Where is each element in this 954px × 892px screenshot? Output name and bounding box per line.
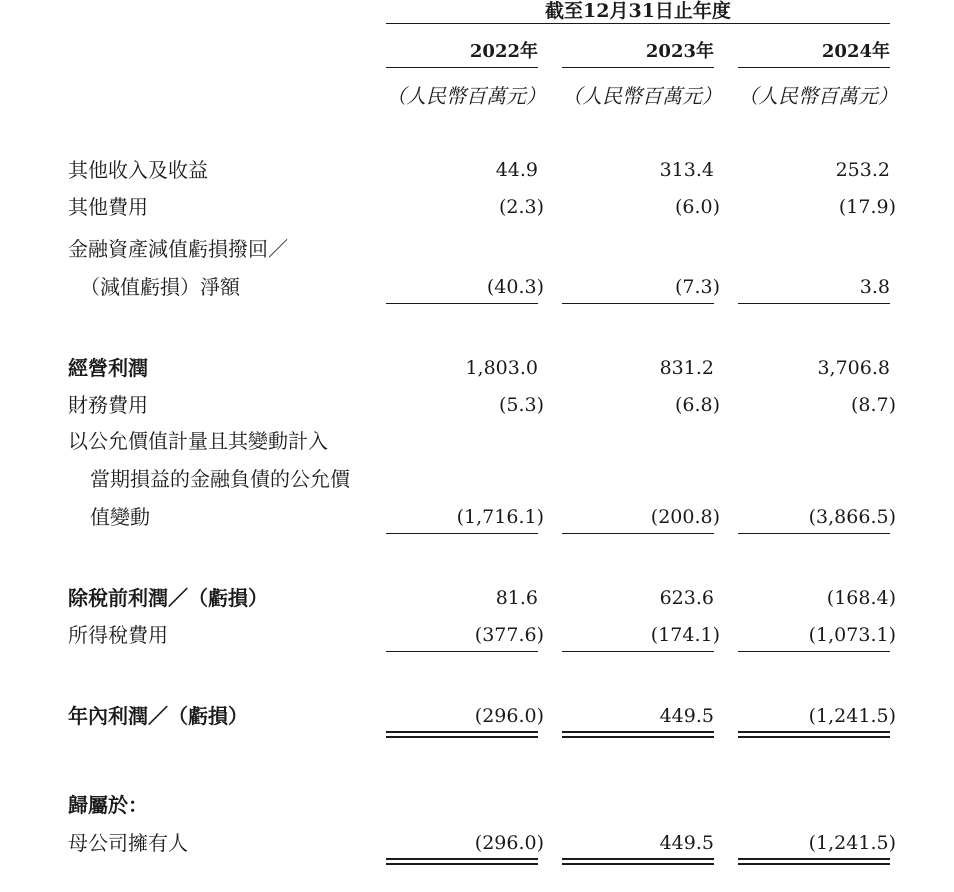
row-label-fair-value-line2: 當期損益的金融負債的公允價 — [90, 467, 350, 491]
cell-impairment-2023: (7.3) — [674, 276, 720, 298]
cell-other-expenses-2024: (17.9) — [838, 196, 896, 218]
row-label-other-income: 其他收入及收益 — [68, 158, 208, 182]
cell-finance-costs-2023: (6.8) — [674, 394, 720, 416]
total-double-rule-2024 — [738, 731, 890, 738]
cell-fair-value-2022: (1,716.1) — [456, 506, 544, 528]
cell-profit-before-tax-2022: 81.6 — [495, 587, 538, 609]
subtotal-rule-2023-b — [562, 533, 714, 534]
row-label-fair-value-line3: 值變動 — [90, 505, 150, 529]
subtotal-rule-2022 — [386, 303, 538, 304]
subtotal-rule-2023 — [562, 303, 714, 304]
final-double-rule-2023 — [562, 858, 714, 865]
cell-profit-for-year-2022: (296.0) — [474, 705, 544, 727]
cell-owners-of-parent-2022: (296.0) — [474, 832, 544, 854]
cell-income-tax-2023: (174.1) — [650, 624, 720, 646]
unit-2024: （人民幣百萬元） — [738, 84, 898, 108]
cell-profit-before-tax-2023: 623.6 — [659, 587, 714, 609]
cell-profit-for-year-2024: (1,241.5) — [808, 705, 896, 727]
row-label-impairment-line1: 金融資產減值虧損撥回／ — [68, 237, 288, 261]
subtotal-rule-2024-c — [738, 651, 890, 652]
subtotal-rule-2024 — [738, 303, 890, 304]
cell-fair-value-2024: (3,866.5) — [808, 506, 896, 528]
cell-income-tax-2022: (377.6) — [474, 624, 544, 646]
year-rule-2023 — [562, 67, 714, 68]
cell-other-income-2024: 253.2 — [835, 159, 890, 181]
cell-owners-of-parent-2024: (1,241.5) — [808, 832, 896, 854]
year-2024-header: 2024年 — [821, 41, 890, 62]
cell-other-expenses-2022: (2.3) — [498, 196, 544, 218]
row-label-other-expenses: 其他費用 — [68, 195, 148, 219]
cell-operating-profit-2022: 1,803.0 — [465, 357, 538, 379]
year-2023-header: 2023年 — [645, 41, 714, 62]
row-label-profit-before-tax: 除稅前利潤／（虧損） — [68, 586, 268, 610]
header-rule — [386, 23, 890, 24]
cell-owners-of-parent-2023: 449.5 — [659, 832, 714, 854]
row-label-profit-for-year: 年內利潤／（虧損） — [68, 704, 248, 728]
row-label-income-tax: 所得稅費用 — [68, 623, 168, 647]
cell-fair-value-2023: (200.8) — [650, 506, 720, 528]
final-double-rule-2024 — [738, 858, 890, 865]
total-double-rule-2022 — [386, 731, 538, 738]
row-label-attributable-to: 歸屬於： — [68, 793, 148, 817]
total-double-rule-2023 — [562, 731, 714, 738]
subtotal-rule-2024-b — [738, 533, 890, 534]
cell-finance-costs-2024: (8.7) — [850, 394, 896, 416]
year-2022-header: 2022年 — [469, 41, 538, 62]
row-label-fair-value-line1: 以公允價值計量且其變動計入 — [68, 429, 328, 453]
cell-profit-before-tax-2024: (168.4) — [826, 587, 896, 609]
period-header: 截至12月31日止年度 — [545, 0, 731, 22]
subtotal-rule-2023-c — [562, 651, 714, 652]
cell-other-income-2022: 44.9 — [495, 159, 538, 181]
cell-profit-for-year-2023: 449.5 — [659, 705, 714, 727]
row-label-impairment-line2: （減值虧損）淨額 — [80, 275, 240, 299]
cell-other-income-2023: 313.4 — [659, 159, 714, 181]
cell-income-tax-2024: (1,073.1) — [808, 624, 896, 646]
unit-2022: （人民幣百萬元） — [386, 84, 546, 108]
row-label-operating-profit: 經營利潤 — [68, 356, 148, 380]
cell-other-expenses-2023: (6.0) — [674, 196, 720, 218]
year-rule-2024 — [738, 67, 890, 68]
cell-operating-profit-2024: 3,706.8 — [817, 357, 890, 379]
unit-2023: （人民幣百萬元） — [562, 84, 722, 108]
cell-operating-profit-2023: 831.2 — [659, 357, 714, 379]
row-label-owners-of-parent: 母公司擁有人 — [68, 831, 188, 855]
final-double-rule-2022 — [386, 858, 538, 865]
cell-impairment-2022: (40.3) — [486, 276, 544, 298]
subtotal-rule-2022-c — [386, 651, 538, 652]
year-rule-2022 — [386, 67, 538, 68]
cell-finance-costs-2022: (5.3) — [498, 394, 544, 416]
row-label-finance-costs: 財務費用 — [68, 393, 148, 417]
subtotal-rule-2022-b — [386, 533, 538, 534]
cell-impairment-2024: 3.8 — [859, 276, 890, 298]
